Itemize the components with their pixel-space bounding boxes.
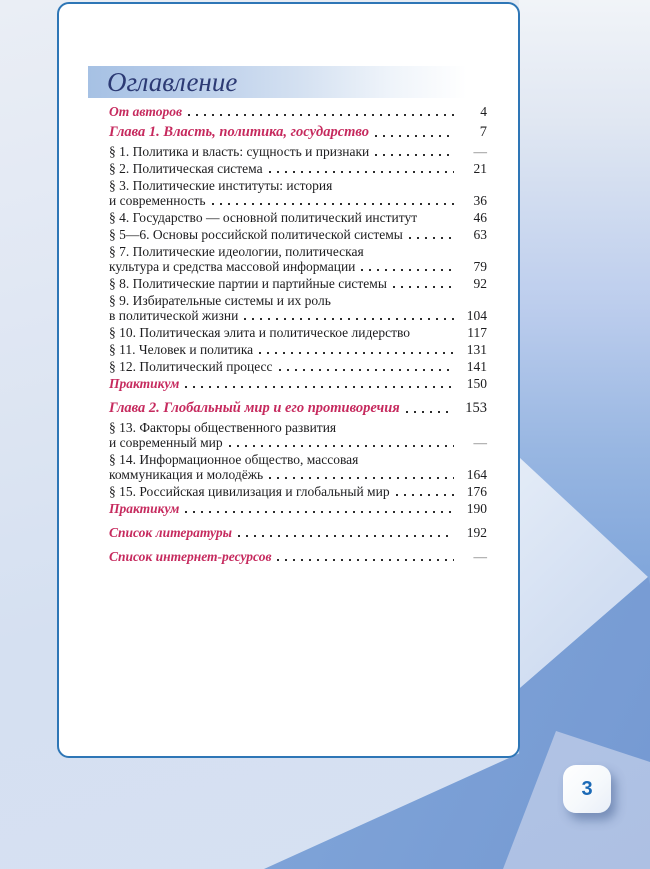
toc-entry-par-3[interactable]: § 3. Политические институты: история и современность 36 [109, 178, 487, 208]
dot-leader [185, 511, 454, 513]
toc-entry-par-8[interactable]: § 8. Политические партии и партийные системы 92 [109, 276, 487, 291]
toc-entry-par-9[interactable]: § 9. Избирательные системы и их роль в политической жизни 104 [109, 293, 487, 323]
toc-entry-par-15[interactable]: § 15. Российская цивилизация и глобальный мир 176 [109, 484, 487, 499]
dot-leader [375, 135, 454, 137]
toc-entry-par-2[interactable]: § 2. Политическая система 21 [109, 161, 487, 176]
dot-leader [375, 154, 454, 156]
dot-leader [212, 203, 454, 205]
dot-leader [423, 220, 454, 222]
toc-entry-par-12[interactable]: § 12. Политический процесс 141 [109, 359, 487, 374]
dot-leader [393, 286, 454, 288]
dot-leader [244, 318, 454, 320]
toc-entry-par-7[interactable]: § 7. Политические идеологии, политическая культура и средства массовой информации 79 [109, 244, 487, 274]
dot-leader [238, 535, 454, 537]
toc-entry-glava-1[interactable]: Глава 1. Власть, политика, государство 7 [109, 124, 487, 140]
table-of-contents [109, 104, 487, 566]
toc-entry-par-4[interactable]: § 4. Государство — основной политический институт 46 [109, 210, 487, 225]
dot-leader [361, 269, 454, 271]
dot-leader [188, 114, 454, 116]
toc-entry-spisok-internet-resursov[interactable]: Список интернет-ресурсов — [109, 549, 487, 564]
dot-leader [229, 445, 454, 447]
dot-leader [279, 369, 454, 371]
toc-entry-praktikum-1[interactable]: Практикум 150 [109, 376, 487, 391]
toc-entry-par-10[interactable]: § 10. Политическая элита и политическое лидерство 117 [109, 325, 487, 340]
page-number: 3 [581, 777, 593, 800]
toc-entry-praktikum-2[interactable]: Практикум 190 [109, 501, 487, 516]
page-sheet [57, 2, 520, 758]
dot-leader [409, 237, 454, 239]
page-number-badge [563, 765, 611, 813]
toc-entry-spisok-literatury[interactable]: Список литературы 192 [109, 525, 487, 540]
toc-entry-par-1[interactable]: § 1. Политика и власть: сущность и признаки — [109, 144, 487, 159]
dot-leader [259, 352, 454, 354]
dot-leader [269, 477, 454, 479]
toc-entry-par-14[interactable]: § 14. Информационное общество, массовая коммуникация и молодёжь 164 [109, 452, 487, 482]
dot-leader [269, 171, 454, 173]
dot-leader [416, 335, 454, 337]
toc-entry-par-11[interactable]: § 11. Человек и политика 131 [109, 342, 487, 357]
toc-entry-par-13[interactable]: § 13. Факторы общественного развития и современный мир — [109, 420, 487, 450]
dot-leader [185, 386, 454, 388]
dot-leader [396, 494, 454, 496]
toc-entry-ot-avtorov[interactable]: От авторов 4 [109, 104, 487, 119]
page-title-bar [88, 66, 467, 98]
dot-leader [406, 411, 454, 413]
toc-entry-par-5-6[interactable]: § 5—6. Основы российской политической системы 63 [109, 227, 487, 242]
page-title: Оглавление [107, 67, 238, 97]
dot-leader [277, 559, 454, 561]
toc-entry-glava-2[interactable]: Глава 2. Глобальный мир и его противоречия 153 [109, 400, 487, 416]
